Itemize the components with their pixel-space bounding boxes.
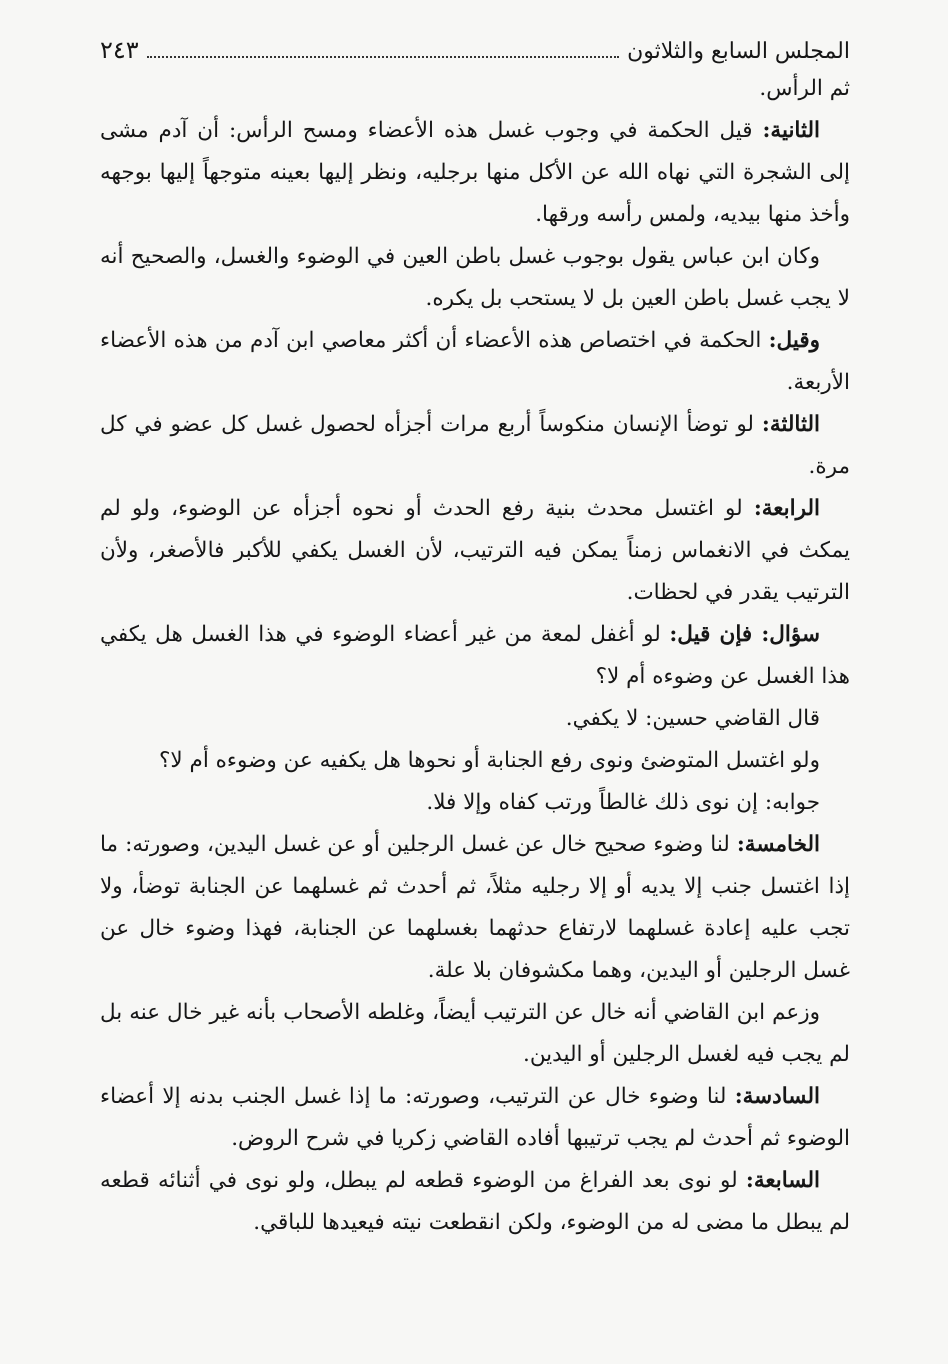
paragraph: السابعة: لو نوى بعد الفراغ من الوضوء قطعه لم يبطل، ولو نوى في أثنائه قطعه لم يبطل ما مضى له من الوضوء، ولكن انقطعت نيته فيعيدها للباقي. bbox=[100, 1168, 850, 1235]
paragraph-lead: السابعة: bbox=[745, 1168, 820, 1193]
paragraph: السادسة: لنا وضوء خال عن الترتيب، وصورته: ما إذا غسل الجنب بدنه إلا أعضاء الوضوء ثم أحدث لم يجب ترتيبها أفاده القاضي زكريا في شرح الروض. bbox=[100, 1084, 850, 1151]
paragraph: جوابه: إن نوى ذلك غالطاً ورتب كفاه وإلا فلا. bbox=[426, 790, 820, 815]
document-page bbox=[100, 32, 850, 1244]
paragraph: الثانية: قيل الحكمة في وجوب غسل هذه الأعضاء ومسح الرأس: أن آدم مشى إلى الشجرة التي نهاه الله عن الأكل منها برجليه، ونظر إليها بعينه متوجهاً إليها بوجهه وأخذ منها بيديه، ولمس رأسه ورقها. bbox=[100, 118, 850, 227]
paragraph-lead: وقيل: bbox=[768, 328, 820, 353]
paragraph-lead: الثانية: bbox=[762, 118, 820, 143]
page-number: ٢٤٣ bbox=[100, 36, 139, 64]
chapter-title: المجلس السابع والثلاثون bbox=[627, 39, 850, 64]
paragraph: وزعم ابن القاضي أنه خال عن الترتيب أيضاً، وغلطه الأصحاب بأنه غير خال عنه بل لم يجب فيه لغسل الرجلين أو اليدين. bbox=[100, 1000, 850, 1067]
paragraph: الرابعة: لو اغتسل محدث بنية رفع الحدث أو نحوه أجزأه عن الوضوء، ولو لم يمكث في الانغماس زمناً يمكن فيه الترتيب، لأن الغسل يكفي للأكبر فالأصغر، ولأن الترتيب يقدر في لحظات. bbox=[100, 496, 850, 605]
paragraph: الخامسة: لنا وضوء صحيح خال عن غسل الرجلين أو عن غسل اليدين، وصورته: ما إذا اغتسل جنب إلا يديه أو إلا رجليه مثلاً، ثم أحدث ثم غسلهما عن الجنابة توضأ، ولا تجب عليه إعادة غسلهما لارتفاع حدثهما بغسلهما عن الجنابة، فهذا وضوء خال عن غسل الرجلين أو اليدين، وهما مكشوفان بلا علة. bbox=[100, 832, 850, 983]
paragraph: ولو اغتسل المتوضئ ونوى رفع الجنابة أو نحوها هل يكفيه عن وضوءه أم لا؟ bbox=[159, 748, 820, 773]
header-dot-leader bbox=[147, 55, 619, 58]
paragraph: ثم الرأس. bbox=[759, 76, 850, 101]
paragraph: قال القاضي حسين: لا يكفي. bbox=[565, 706, 820, 731]
paragraph: الثالثة: لو توضأ الإنسان منكوساً أربع مرات أجزأه لحصول غسل كل عضو في كل مرة. bbox=[100, 412, 850, 479]
paragraph-lead: السادسة: bbox=[734, 1084, 820, 1109]
paragraph: وقيل: الحكمة في اختصاص هذه الأعضاء أن أكثر معاصي ابن آدم من هذه الأعضاء الأربعة. bbox=[100, 328, 850, 395]
paragraph-lead: الخامسة: bbox=[736, 832, 820, 857]
page-body bbox=[100, 68, 850, 1244]
paragraph-lead: سؤال: فإن قيل: bbox=[669, 622, 820, 647]
paragraph: سؤال: فإن قيل: لو أغفل لمعة من غير أعضاء الوضوء في هذا الغسل هل يكفي هذا الغسل عن وضوءه أم لا؟ bbox=[100, 622, 850, 689]
paragraph: وكان ابن عباس يقول بوجوب غسل باطن العين في الوضوء والغسل، والصحيح أنه لا يجب غسل باطن العين بل لا يستحب بل يكره. bbox=[100, 244, 850, 311]
paragraph-lead: الرابعة: bbox=[753, 496, 820, 521]
page-header bbox=[100, 32, 850, 68]
paragraph-lead: الثالثة: bbox=[761, 412, 820, 437]
